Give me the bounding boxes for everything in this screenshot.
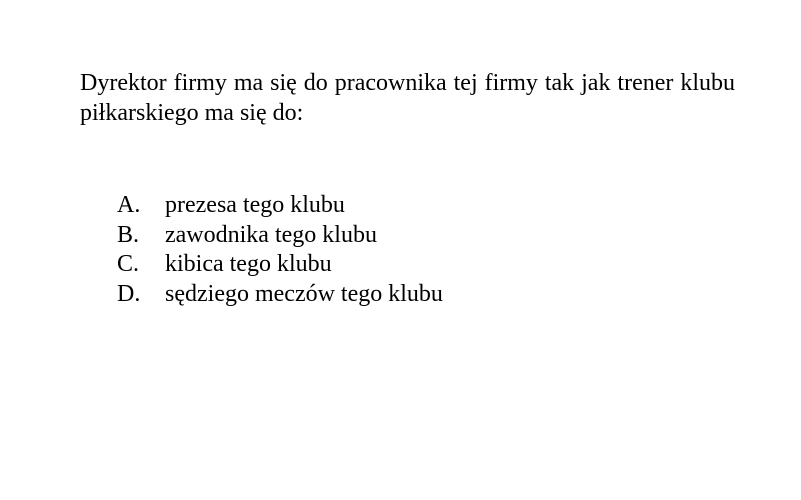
option-b	[117, 221, 443, 251]
option-text: zawodnika tego klubu	[165, 221, 377, 248]
option-letter: C.	[117, 251, 140, 277]
option-letter: A.	[117, 192, 141, 218]
option-text: sędziego meczów tego klubu	[165, 280, 443, 307]
option-c	[117, 250, 443, 280]
option-d	[117, 280, 443, 310]
question-text: Dyrektor firmy ma się do pracownika tej firmy tak jak trener klubu piłkarskiego ma się do:	[80, 70, 735, 126]
option-text: kibica tego klubu	[165, 251, 332, 277]
option-text: prezesa tego klubu	[165, 192, 345, 218]
option-a	[117, 191, 443, 221]
option-letter: B.	[117, 221, 140, 248]
option-letter: D.	[117, 280, 141, 307]
answer-options	[117, 191, 443, 309]
